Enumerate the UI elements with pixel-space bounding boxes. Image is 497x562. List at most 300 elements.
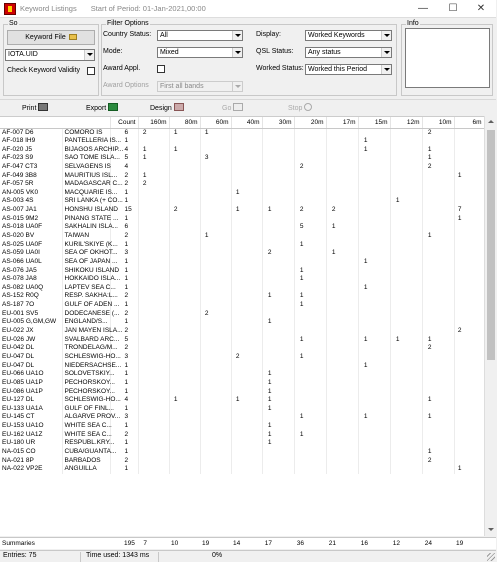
- band-count-cell: [262, 361, 294, 370]
- band-count-cell: [358, 387, 390, 396]
- band-count-cell: 2: [231, 353, 262, 362]
- band-count-cell: 2: [294, 163, 326, 172]
- table-row[interactable]: [0, 154, 484, 163]
- band-count-cell: [294, 128, 326, 137]
- band-count-cell: 1: [422, 154, 454, 163]
- country-status-select[interactable]: [157, 30, 243, 41]
- band-count-cell: [169, 301, 200, 310]
- band-count-cell: [454, 197, 484, 206]
- award-options-select[interactable]: [157, 81, 243, 92]
- band-count-cell: 1: [294, 335, 326, 344]
- table-row[interactable]: [0, 430, 484, 439]
- band-count-cell: 1: [390, 197, 422, 206]
- band-count-cell: [326, 197, 358, 206]
- stop-button[interactable]: [288, 103, 312, 112]
- band-count-cell: [231, 223, 262, 232]
- table-row[interactable]: [0, 309, 484, 318]
- band-count-cell: [262, 223, 294, 232]
- band-count-cell: [200, 353, 231, 362]
- table-row[interactable]: [0, 353, 484, 362]
- band-count-cell: [231, 413, 262, 422]
- band-count-cell: [231, 309, 262, 318]
- band-count-cell: [138, 188, 169, 197]
- table-row[interactable]: [0, 137, 484, 146]
- band-count-cell: [358, 327, 390, 336]
- close-button[interactable]: ✕: [476, 3, 486, 14]
- band-count-cell: 1: [262, 430, 294, 439]
- table-row[interactable]: [0, 301, 484, 310]
- band-count-cell: [231, 292, 262, 301]
- table-row[interactable]: [0, 249, 484, 258]
- band-count-cell: 1: [169, 145, 200, 154]
- band-count-cell: [326, 180, 358, 189]
- band-count-cell: [358, 309, 390, 318]
- keyword-reference: AF-020 J5: [0, 145, 62, 154]
- band-count-cell: [294, 396, 326, 405]
- band-count-cell: [326, 266, 358, 275]
- band-count-cell: 1: [454, 171, 484, 180]
- keyword-name: CUBA/GUANTA...: [62, 448, 110, 457]
- table-row[interactable]: [0, 180, 484, 189]
- keyword-reference: EU-005 G,GM,GW: [0, 318, 62, 327]
- print-button[interactable]: [22, 103, 48, 112]
- band-count-cell: [326, 353, 358, 362]
- band-count-cell: [294, 370, 326, 379]
- band-count-cell: [138, 249, 169, 258]
- keyword-name: HONSHU ISLAND: [62, 206, 110, 215]
- band-count-cell: [454, 137, 484, 146]
- band-count-cell: [294, 309, 326, 318]
- keyword-name: JAN MAYEN ISLA...: [62, 327, 110, 336]
- scroll-thumb[interactable]: [487, 130, 495, 360]
- table-row[interactable]: [0, 413, 484, 422]
- band-count-cell: [358, 301, 390, 310]
- print-label: Print: [22, 105, 37, 112]
- band-count-cell: 1: [262, 292, 294, 301]
- keyword-count: 3: [110, 413, 138, 422]
- band-count-cell: [326, 456, 358, 465]
- band-count-cell: [326, 240, 358, 249]
- band-count-cell: [390, 370, 422, 379]
- band-count-cell: [138, 240, 169, 249]
- keyword-count: 3: [110, 353, 138, 362]
- band-count-cell: [138, 197, 169, 206]
- band-count-cell: [358, 232, 390, 241]
- band-count-cell: [454, 232, 484, 241]
- scroll-up-icon[interactable]: [485, 116, 497, 128]
- band-count-cell: [390, 223, 422, 232]
- band-count-cell: 7: [454, 206, 484, 215]
- resize-grip-icon[interactable]: [487, 553, 495, 561]
- band-count-cell: [138, 448, 169, 457]
- band-count-cell: [138, 206, 169, 215]
- printer-icon: [38, 103, 48, 111]
- keyword-name: COMORO IS: [62, 128, 110, 137]
- band-count-cell: [390, 240, 422, 249]
- keyword-reference: EU-127 DL: [0, 396, 62, 405]
- band-count-cell: [422, 240, 454, 249]
- export-button[interactable]: [86, 103, 118, 112]
- keyword-name: ENGLAND/S...: [62, 318, 110, 327]
- band-count-cell: 1: [422, 335, 454, 344]
- table-row[interactable]: [0, 361, 484, 370]
- table-row[interactable]: [0, 439, 484, 448]
- keyword-name: RESPUBL.KRY...: [62, 439, 110, 448]
- table-row[interactable]: [0, 448, 484, 457]
- band-count-cell: [358, 379, 390, 388]
- band-count-cell: [200, 318, 231, 327]
- table-row[interactable]: [0, 145, 484, 154]
- band-count-cell: [200, 370, 231, 379]
- band-count-cell: [262, 188, 294, 197]
- check-validity-checkbox[interactable]: [87, 67, 95, 75]
- band-count-cell: [138, 413, 169, 422]
- keyword-count: 2: [110, 327, 138, 336]
- table-row[interactable]: [0, 266, 484, 275]
- band-count-cell: [294, 180, 326, 189]
- column-header-30m[interactable]: 30m: [262, 117, 294, 128]
- summary-value: 7: [143, 540, 147, 547]
- band-count-cell: [454, 258, 484, 267]
- band-count-cell: [200, 284, 231, 293]
- keyword-file-select[interactable]: [5, 49, 95, 61]
- display-select[interactable]: [305, 30, 392, 41]
- maximize-button[interactable]: ☐: [448, 3, 458, 14]
- band-count-cell: [454, 188, 484, 197]
- award-appl-checkbox[interactable]: [157, 65, 165, 73]
- band-count-cell: [138, 318, 169, 327]
- band-count-cell: [231, 327, 262, 336]
- minimize-button[interactable]: —: [418, 3, 428, 14]
- keyword-reference: AS-007 JA1: [0, 206, 62, 215]
- band-count-cell: [422, 430, 454, 439]
- band-count-cell: [358, 128, 390, 137]
- column-header-60m[interactable]: 60m: [200, 117, 231, 128]
- band-count-cell: [262, 275, 294, 284]
- scroll-down-icon[interactable]: [485, 524, 497, 536]
- band-count-cell: [326, 439, 358, 448]
- keyword-file-button[interactable]: [7, 30, 95, 45]
- table-row[interactable]: [0, 214, 484, 223]
- qsl-status-select[interactable]: [305, 47, 392, 58]
- table-row[interactable]: [0, 197, 484, 206]
- band-count-cell: [294, 405, 326, 414]
- band-count-cell: [358, 318, 390, 327]
- keyword-file-value: IOTA.UID: [8, 51, 38, 58]
- summary-value: 21: [328, 540, 336, 547]
- band-count-cell: [231, 335, 262, 344]
- band-count-cell: [138, 214, 169, 223]
- band-count-cell: [262, 180, 294, 189]
- stop-label: Stop: [288, 105, 303, 112]
- band-count-cell: [326, 163, 358, 172]
- keyword-reference: AS-076 JA5: [0, 266, 62, 275]
- band-count-cell: [358, 188, 390, 197]
- table-row[interactable]: [0, 344, 484, 353]
- band-count-cell: [200, 456, 231, 465]
- band-count-cell: [390, 448, 422, 457]
- band-count-cell: [454, 439, 484, 448]
- keyword-reference: EU-162 UA1Z: [0, 430, 62, 439]
- qsl-status-label: QSL Status:: [256, 48, 294, 55]
- award-options-value: First all bands: [160, 83, 204, 90]
- column-header-6m[interactable]: 6m: [454, 117, 484, 128]
- band-count-cell: [390, 258, 422, 267]
- status-bar: [0, 550, 496, 562]
- band-count-cell: 3: [200, 154, 231, 163]
- keyword-count: 1: [110, 284, 138, 293]
- column-header-15m[interactable]: 15m: [358, 117, 390, 128]
- column-header-160m[interactable]: 160m: [138, 117, 169, 128]
- check-validity-label: Check Keyword Validity: [7, 67, 81, 74]
- table-row[interactable]: [0, 206, 484, 215]
- band-count-cell: [454, 275, 484, 284]
- keyword-name: SVALBARD ARC...: [62, 335, 110, 344]
- band-count-cell: [390, 188, 422, 197]
- go-button[interactable]: [222, 103, 243, 112]
- band-count-cell: [200, 240, 231, 249]
- band-count-cell: [169, 258, 200, 267]
- band-count-cell: [169, 344, 200, 353]
- band-count-cell: [390, 405, 422, 414]
- table-row[interactable]: [0, 292, 484, 301]
- band-count-cell: [200, 448, 231, 457]
- band-count-cell: [422, 180, 454, 189]
- band-count-cell: [262, 344, 294, 353]
- band-count-cell: [422, 206, 454, 215]
- column-header-80m[interactable]: 80m: [169, 117, 200, 128]
- band-count-cell: 1: [262, 370, 294, 379]
- band-count-cell: [294, 439, 326, 448]
- band-count-cell: [326, 387, 358, 396]
- table-row[interactable]: [0, 284, 484, 293]
- keyword-reference: AS-082 UA0Q: [0, 284, 62, 293]
- title-bar: [0, 0, 496, 18]
- band-count-cell: [138, 327, 169, 336]
- band-count-cell: 2: [422, 456, 454, 465]
- band-count-cell: [138, 292, 169, 301]
- band-count-cell: 1: [294, 266, 326, 275]
- table-row[interactable]: [0, 335, 484, 344]
- band-count-cell: [231, 171, 262, 180]
- keyword-name: MAURITIUS ISL...: [62, 171, 110, 180]
- band-count-cell: [390, 206, 422, 215]
- keyword-reference: AF-047 CT3: [0, 163, 62, 172]
- table-row[interactable]: [0, 223, 484, 232]
- band-count-cell: [231, 448, 262, 457]
- band-count-cell: [358, 171, 390, 180]
- band-count-cell: [358, 439, 390, 448]
- band-count-cell: [326, 335, 358, 344]
- keyword-name: PINANG STATE ...: [62, 214, 110, 223]
- band-count-cell: [138, 266, 169, 275]
- keyword-count: 1: [110, 214, 138, 223]
- band-count-cell: [231, 301, 262, 310]
- band-count-cell: [390, 171, 422, 180]
- keyword-reference: EU-066 UA1O: [0, 370, 62, 379]
- band-count-cell: 1: [138, 154, 169, 163]
- keyword-count: 1: [110, 258, 138, 267]
- band-count-cell: [169, 327, 200, 336]
- folder-icon: [69, 34, 77, 40]
- table-row[interactable]: [0, 240, 484, 249]
- band-count-cell: [294, 344, 326, 353]
- table-row[interactable]: [0, 379, 484, 388]
- band-count-cell: [138, 223, 169, 232]
- column-header-count[interactable]: Count: [110, 117, 138, 128]
- band-count-cell: 1: [138, 145, 169, 154]
- summary-value: 19: [202, 540, 210, 547]
- band-count-cell: [262, 301, 294, 310]
- band-count-cell: [169, 266, 200, 275]
- band-count-cell: [169, 154, 200, 163]
- table-row[interactable]: [0, 171, 484, 180]
- band-count-cell: [231, 214, 262, 223]
- band-count-cell: [422, 318, 454, 327]
- keyword-count: 1: [110, 465, 138, 474]
- band-count-cell: [231, 370, 262, 379]
- keyword-reference: AS-025 UA0F: [0, 240, 62, 249]
- summary-row: [0, 537, 496, 549]
- band-count-cell: [169, 275, 200, 284]
- band-count-cell: [169, 223, 200, 232]
- band-count-cell: 1: [422, 448, 454, 457]
- band-count-cell: [422, 284, 454, 293]
- table-row[interactable]: [0, 318, 484, 327]
- table-row[interactable]: [0, 188, 484, 197]
- band-count-cell: [169, 430, 200, 439]
- band-count-cell: [326, 370, 358, 379]
- band-count-cell: [326, 430, 358, 439]
- band-count-cell: [169, 249, 200, 258]
- export-label: Export: [86, 105, 107, 112]
- keyword-count: 3: [110, 249, 138, 258]
- keyword-count: 1: [110, 405, 138, 414]
- table-row[interactable]: [0, 396, 484, 405]
- keyword-count: 1: [110, 137, 138, 146]
- band-count-cell: [422, 405, 454, 414]
- band-count-cell: [422, 465, 454, 474]
- band-count-cell: [454, 422, 484, 431]
- table-row[interactable]: [0, 465, 484, 474]
- worked-status-select[interactable]: [305, 64, 392, 75]
- band-count-cell: [262, 456, 294, 465]
- keyword-name: SOLOVETSKIY...: [62, 370, 110, 379]
- keyword-name: SCHLESWIG-HO...: [62, 353, 110, 362]
- band-count-cell: [200, 145, 231, 154]
- table-row[interactable]: [0, 232, 484, 241]
- column-header-40m[interactable]: 40m: [231, 117, 262, 128]
- band-count-cell: [169, 197, 200, 206]
- summary-value: 36: [296, 540, 304, 547]
- band-count-cell: [390, 379, 422, 388]
- band-count-cell: [326, 327, 358, 336]
- band-count-cell: [138, 361, 169, 370]
- band-count-cell: [358, 223, 390, 232]
- band-count-cell: [422, 301, 454, 310]
- info-text-area[interactable]: [405, 28, 490, 88]
- band-count-cell: [326, 171, 358, 180]
- table-row[interactable]: [0, 327, 484, 336]
- band-count-cell: [200, 214, 231, 223]
- keyword-count: 1: [110, 422, 138, 431]
- band-count-cell: [262, 309, 294, 318]
- table-row[interactable]: [0, 258, 484, 267]
- band-count-cell: [169, 232, 200, 241]
- table-row[interactable]: [0, 163, 484, 172]
- summary-count: 195: [124, 540, 135, 547]
- keyword-reference: AF-007 D6: [0, 128, 62, 137]
- column-header-12m[interactable]: 12m: [390, 117, 422, 128]
- band-count-cell: [390, 422, 422, 431]
- table-row[interactable]: [0, 128, 484, 137]
- band-count-cell: 1: [294, 430, 326, 439]
- band-count-cell: 1: [358, 145, 390, 154]
- band-count-cell: [358, 206, 390, 215]
- keyword-reference: AF-023 S9: [0, 154, 62, 163]
- vertical-scrollbar[interactable]: [484, 116, 496, 536]
- column-header-10m[interactable]: 10m: [422, 117, 454, 128]
- keyword-count: 1: [110, 197, 138, 206]
- band-count-cell: [200, 163, 231, 172]
- band-count-cell: [454, 456, 484, 465]
- table-row[interactable]: [0, 422, 484, 431]
- band-count-cell: [169, 405, 200, 414]
- table-row[interactable]: [0, 275, 484, 284]
- band-count-cell: [454, 370, 484, 379]
- column-header-20m[interactable]: 20m: [294, 117, 326, 128]
- keyword-name: WHITE SEA C...: [62, 430, 110, 439]
- summary-label: Summaries: [2, 540, 35, 547]
- table-row[interactable]: [0, 370, 484, 379]
- band-count-cell: [231, 258, 262, 267]
- design-button[interactable]: [150, 103, 184, 112]
- band-count-cell: [390, 249, 422, 258]
- table-row[interactable]: [0, 405, 484, 414]
- table-row[interactable]: [0, 456, 484, 465]
- keyword-name: BIJAGOS ARCHIP...: [62, 145, 110, 154]
- band-count-cell: [326, 137, 358, 146]
- keyword-name: RESP. SAKHA:L...: [62, 292, 110, 301]
- band-count-cell: [200, 361, 231, 370]
- table-row[interactable]: [0, 387, 484, 396]
- band-count-cell: [262, 128, 294, 137]
- keyword-name: MADAGASCAR C...: [62, 180, 110, 189]
- band-count-cell: 1: [358, 413, 390, 422]
- band-count-cell: [454, 154, 484, 163]
- band-count-cell: [390, 154, 422, 163]
- keyword-name: PECHORSKOY...: [62, 387, 110, 396]
- band-count-cell: [200, 188, 231, 197]
- band-count-cell: [262, 284, 294, 293]
- keyword-name: TRONDELAG/M...: [62, 344, 110, 353]
- keyword-reference: AS-187 7O: [0, 301, 62, 310]
- keyword-reference: EU-047 DL: [0, 353, 62, 362]
- band-count-cell: [294, 361, 326, 370]
- mode-select[interactable]: [157, 47, 243, 58]
- band-count-cell: [231, 240, 262, 249]
- band-count-cell: [326, 344, 358, 353]
- band-count-cell: [200, 206, 231, 215]
- column-header-17m[interactable]: 17m: [326, 117, 358, 128]
- band-count-cell: [231, 387, 262, 396]
- column-header-keyword[interactable]: [0, 117, 110, 128]
- band-count-cell: [138, 335, 169, 344]
- band-count-cell: [390, 465, 422, 474]
- keyword-count: 1: [110, 439, 138, 448]
- band-count-cell: [262, 240, 294, 249]
- keyword-name: GULF OF ADEN ...: [62, 301, 110, 310]
